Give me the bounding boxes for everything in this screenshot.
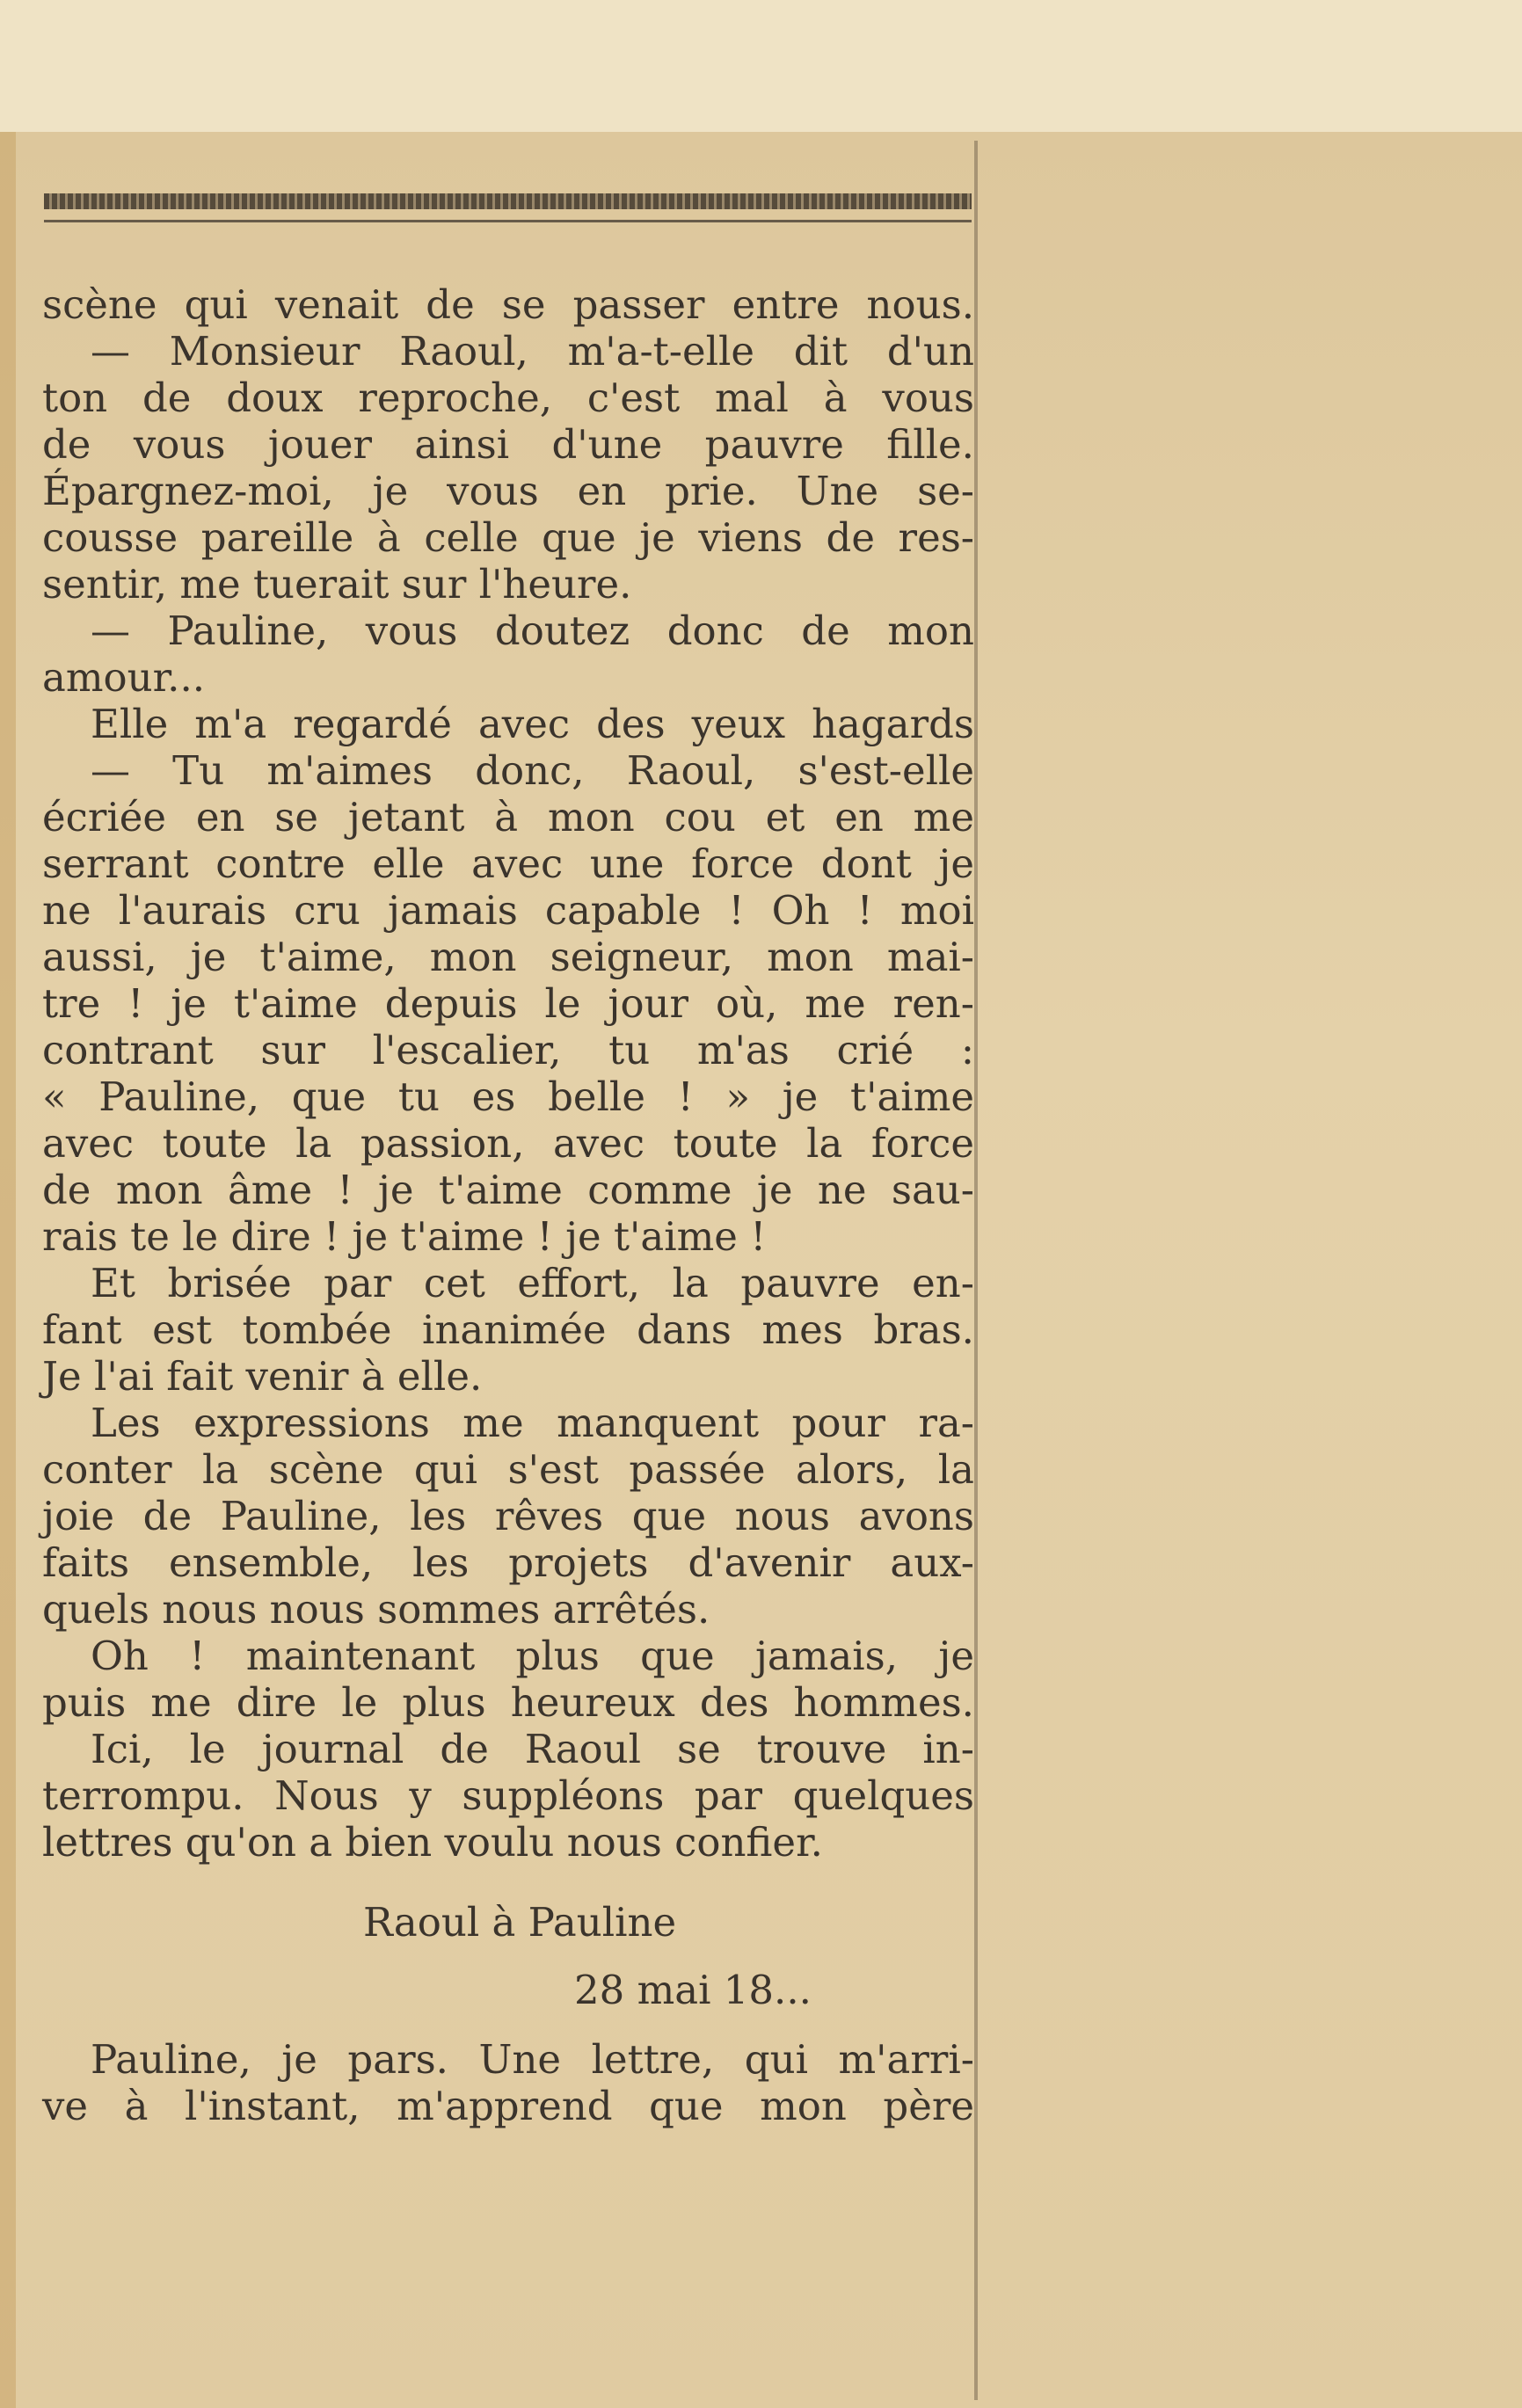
page-left-edge	[0, 132, 16, 2408]
text-line: tre ! je t'aime depuis le jour où, me ren-	[42, 980, 974, 1027]
text-line: quels nous nous sommes arrêtés.	[42, 1586, 710, 1633]
text-line: puis me dire le plus heureux des hommes.	[42, 1679, 974, 1726]
text-line: aussi, je t'aime, mon seigneur, mon mai-	[42, 934, 974, 980]
text-line: avec toute la passion, avec toute la force	[42, 1120, 974, 1167]
text-line: faits ensemble, les projets d'avenir aux-	[42, 1539, 974, 1586]
editor-note-line: lettres qu'on a bien voulu nous confier.	[42, 1819, 823, 1866]
text-line: joie de Pauline, les rêves que nous avons	[42, 1493, 974, 1539]
text-line: de vous jouer ainsi d'une pauvre fille.	[42, 421, 974, 468]
text-line: amour...	[42, 654, 206, 701]
letter-line: Pauline, je pars. Une lettre, qui m'arri-	[91, 2036, 974, 2083]
thin-rule	[44, 220, 972, 222]
text-line: fant est tombée inanimée dans mes bras.	[42, 1306, 974, 1353]
text-line: contrant sur l'escalier, tu m'as crié :	[42, 1027, 974, 1073]
text-line: ton de doux reproche, c'est mal à vous	[42, 375, 974, 421]
article-text	[42, 281, 974, 2129]
text-line: scène qui venait de se passer entre nous.	[42, 281, 974, 328]
column-border	[974, 141, 978, 2400]
text-line: serrant contre elle avec une force dont je	[42, 840, 974, 887]
text-line: — Pauline, vous doutez donc de mon	[91, 607, 974, 654]
text-line: Épargnez-moi, je vous en prie. Une se-	[42, 468, 974, 514]
text-line: ne l'aurais cru jamais capable ! Oh ! moi	[42, 887, 974, 934]
editor-note-line: Ici, le journal de Raoul se trouve in-	[91, 1726, 974, 1772]
text-line: Les expressions me manquent pour ra-	[91, 1400, 974, 1446]
letter-line: ve à l'instant, m'apprend que mon père	[42, 2083, 974, 2129]
scan-margin-top	[0, 0, 1522, 132]
text-line: conter la scène qui s'est passée alors, la	[42, 1446, 974, 1493]
text-line: — Monsieur Raoul, m'a-t-elle dit d'un	[91, 328, 974, 375]
text-line: — Tu m'aimes donc, Raoul, s'est-elle	[91, 747, 974, 794]
letter-heading: Raoul à Pauline	[363, 1899, 677, 1946]
ornamental-rule	[44, 193, 972, 209]
text-line: cousse pareille à celle que je viens de res-	[42, 514, 974, 561]
text-line: sentir, me tuerait sur l'heure.	[42, 561, 632, 607]
text-line: écriée en se jetant à mon cou et en me	[42, 794, 974, 840]
editor-note-line: terrompu. Nous y suppléons par quelques	[42, 1772, 974, 1819]
text-line: Elle m'a regardé avec des yeux hagards	[91, 701, 974, 747]
text-line: Je l'ai fait venir à elle.	[42, 1353, 483, 1400]
letter-date: 28 mai 18...	[574, 1967, 812, 2013]
text-line: de mon âme ! je t'aime comme je ne sau-	[42, 1167, 974, 1213]
text-line: « Pauline, que tu es belle ! » je t'aime	[42, 1073, 974, 1120]
text-line: Et brisée par cet effort, la pauvre en-	[91, 1260, 974, 1306]
text-line: rais te le dire ! je t'aime ! je t'aime !	[42, 1213, 767, 1260]
text-line: Oh ! maintenant plus que jamais, je	[91, 1633, 974, 1679]
